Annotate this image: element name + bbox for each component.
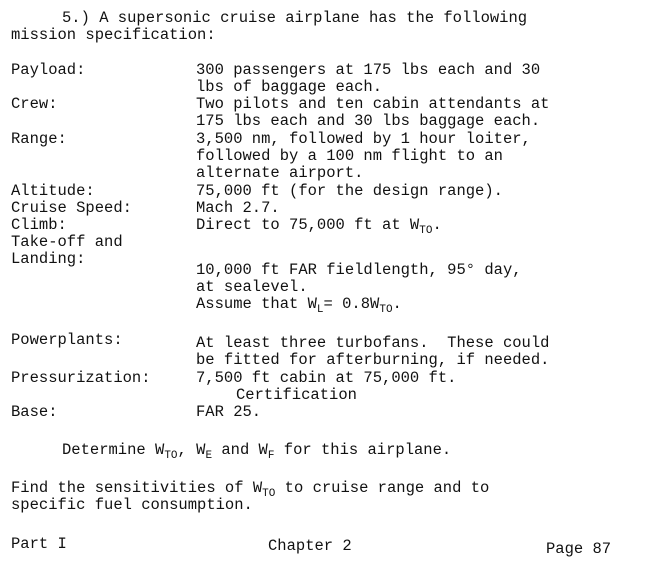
cruise-speed-label: Cruise Speed: <box>11 199 132 217</box>
range-label: Range: <box>11 130 67 148</box>
footer-part: Part I <box>11 535 67 553</box>
climb-label: Climb: <box>11 216 67 234</box>
crew-line-2: 175 lbs each and 30 lbs baggage each. <box>196 112 541 130</box>
certification-heading: Certification <box>236 386 357 404</box>
footer-chapter: Chapter 2 <box>268 537 352 555</box>
range-line-1: 3,500 nm, followed by 1 hour loiter, <box>196 130 531 148</box>
payload-line-1: 300 passengers at 175 lbs each and 30 <box>196 61 541 79</box>
altitude-value: 75,000 ft (for the design range). <box>196 182 503 200</box>
altitude-label: Altitude: <box>11 182 95 200</box>
climb-value: Direct to 75,000 ft at $W_{TO}$. <box>196 216 442 237</box>
determine-line: Determine $W_{TO}$, $W_E$ and $W_F$ for this airplane. <box>62 441 452 462</box>
takeoff-assumption: Assume that $W_L= 0.8W_{TO}$. <box>196 295 402 316</box>
crew-label: Crew: <box>11 95 58 113</box>
certification-value: FAR 25. <box>196 403 262 421</box>
landing-label: Landing: <box>11 250 86 268</box>
problem-line-2: mission specification: <box>11 26 216 44</box>
pressurization-value: 7,500 ft cabin at 75,000 ft. <box>196 369 457 387</box>
takeoff-line-1: 10,000 ft FAR fieldlength, 95° day, <box>196 261 522 279</box>
payload-line-2: lbs of baggage each. <box>196 78 383 96</box>
find-line-1: Find the sensitivities of $W_{TO}$ to cruise range and to <box>11 479 490 500</box>
crew-line-1: Two pilots and ten cabin attendants at <box>196 95 550 113</box>
takeoff-label: Take-off and <box>11 233 123 251</box>
base-label: Base: <box>11 403 58 421</box>
payload-label: Payload: <box>11 61 86 79</box>
cruise-speed-value: Mach 2.7. <box>196 199 280 217</box>
pressurization-label: Pressurization: <box>11 369 151 387</box>
takeoff-line-2: at sealevel. <box>196 278 308 296</box>
powerplants-line-2: be fitted for afterburning, if needed. <box>196 351 550 369</box>
powerplants-line-1: At least three turbofans. These could <box>196 334 550 352</box>
powerplants-label: Powerplants: <box>11 331 123 349</box>
range-line-2: followed by a 100 nm flight to an <box>196 147 503 165</box>
problem-line-1: 5.) A supersonic cruise airplane has the following <box>62 9 528 27</box>
find-line-2: specific fuel consumption. <box>11 496 253 514</box>
range-line-3: alternate airport. <box>196 164 364 182</box>
footer-page: Page 87 <box>546 540 612 558</box>
